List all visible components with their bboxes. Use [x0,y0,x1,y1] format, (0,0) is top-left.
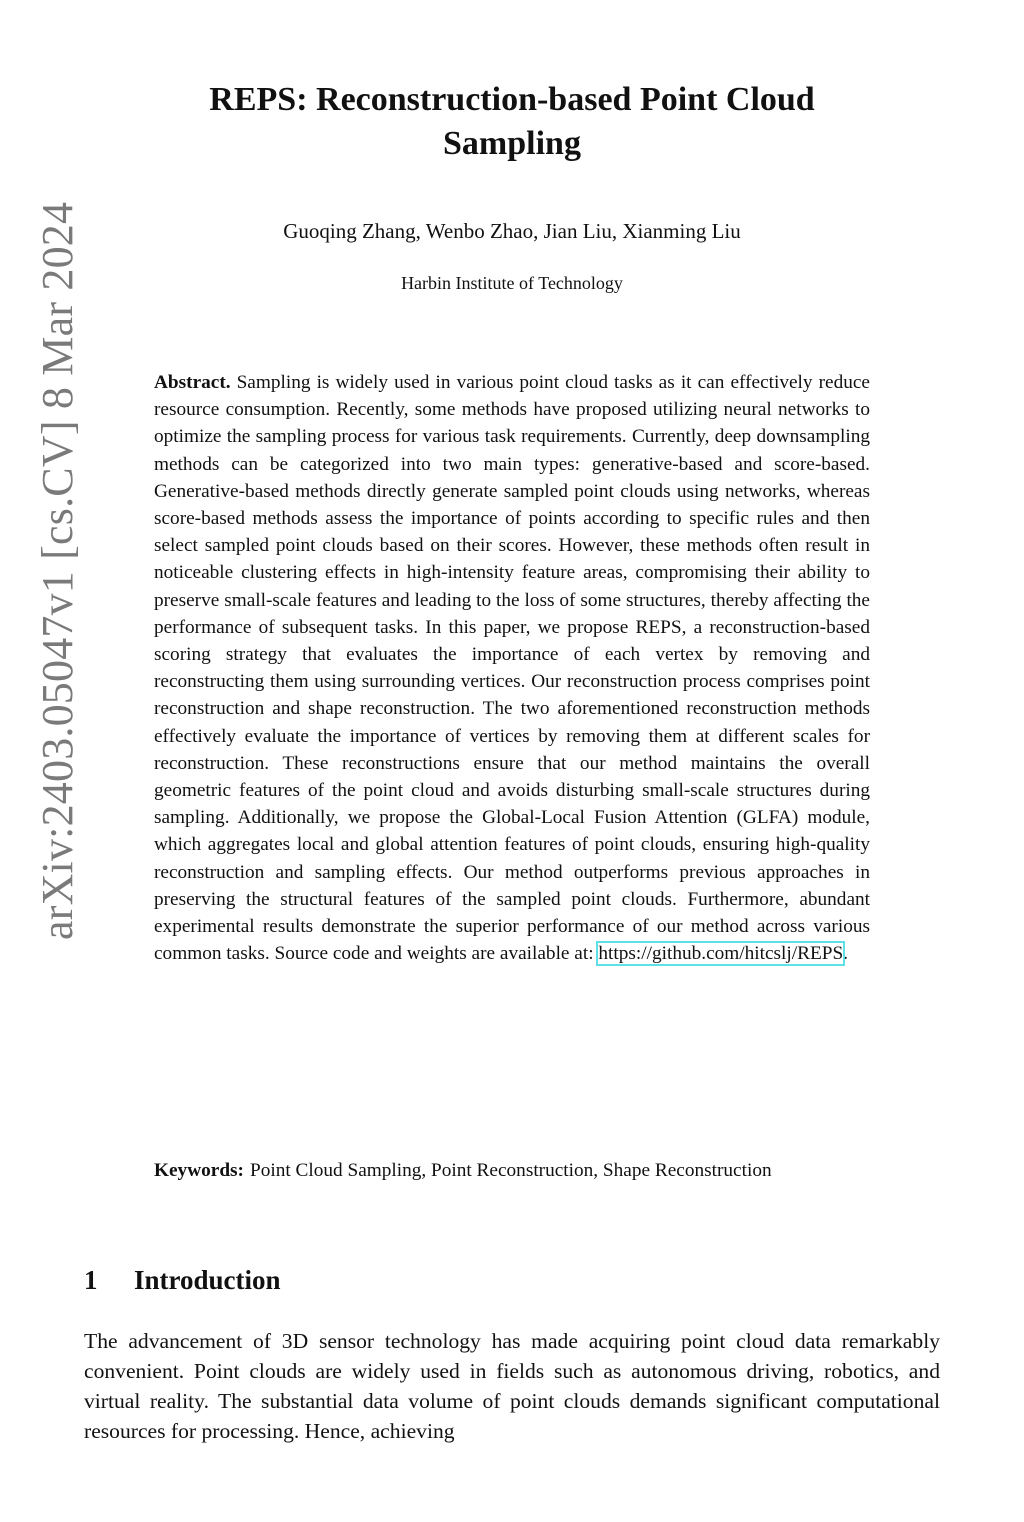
author-list: Guoqing Zhang, Wenbo Zhao, Jian Liu, Xianming Liu [283,219,741,243]
section-title: Introduction [134,1265,281,1295]
affiliation: Harbin Institute of Technology [401,273,623,293]
arxiv-identifier: arXiv:2403.05047v1 [cs.CV] 8 Mar 2024 [33,201,82,940]
keywords-label: Keywords: [154,1160,244,1181]
abstract [154,369,870,967]
introduction-paragraph: The advancement of 3D sensor technology has made acquiring point cloud data remarkably convenient. Point clouds are widely used in fields such as autonomous driving, robotics, and virtual reality. The substantial data volume of point clouds demands significant computational resources for processing. Hence, achieving [84,1329,940,1443]
keywords [154,1157,870,1184]
keywords-text: Point Cloud Sampling, Point Reconstruction, Shape Reconstruction [249,1160,772,1181]
abstract-label: Abstract. [154,372,231,393]
section-number: 1 [84,1265,98,1295]
paper-title: REPS: Reconstruction-based Point Cloud Sampling [209,81,815,162]
source-code-link[interactable]: https://github.com/hitcslj/REPS [598,943,844,965]
arxiv-side-stamp [30,90,86,940]
abstract-end-punct: . [843,943,849,965]
section-heading-introduction [84,1262,944,1298]
abstract-text: Sampling is widely used in various point cloud tasks as it can effectively reduce resource consumption. Recently, some methods have proposed utilizing neural networks to optimize the sampling process for various task requirements. Currently, deep downsampling methods can be categorized into two main types: generative-based and score-based. Generative-based methods directly generate sampled point clouds using networks, whereas score-based methods assess the importance of points according to specific rules and then select sampled point clouds based on their scores. However, these methods often result in noticeable clustering effects in high-intensity feature areas, compromising their ability to preserve small-scale features and leading to the loss of some structures, thereby affecting the performance of subsequent tasks. In this paper, we propose REPS, a reconstruction-based scoring strategy that evaluates the importance of each vertex by removing and reconstructing them using surrounding vertices. Our reconstruction process comprises point reconstruction and shape reconstruction. The two aforementioned reconstruction methods effectively evaluate the importance of vertices by removing them at different scales for reconstruction. These reconstructions ensure that our method maintains the overall geometric features of the point cloud and avoids disturbing small-scale structures during sampling. Additionally, we propose the Global-Local Fusion Attention (GLFA) module, which aggregates local and global attention features of point clouds, ensuring high-quality reconstruction and sampling effects. Our method outperforms previous approaches in preserving the structural features of the sampled point clouds. Furthermore, abundant experimental results demonstrate the superior performance of our method across various common tasks. Source code and weights are available at: [154,372,870,965]
